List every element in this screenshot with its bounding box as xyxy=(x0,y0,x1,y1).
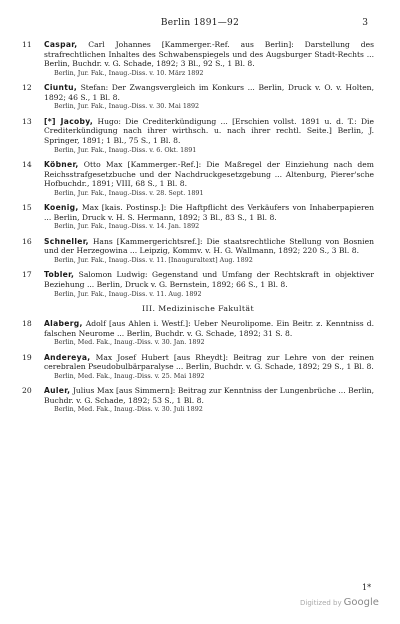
dissertation-note: Berlin, Med. Fak., Inaug.-Diss. v. 25. Mai 1892 xyxy=(54,371,205,380)
dissertation-note: Berlin, Jur. Fak., Inaug.-Diss. v. 11. Aug. 1892 xyxy=(54,289,202,298)
entry-number: 16 xyxy=(22,236,32,246)
entry-citation xyxy=(44,40,374,69)
page-number: 3 xyxy=(362,18,368,28)
entry-citation xyxy=(44,319,374,338)
bibliography-entry xyxy=(22,40,374,77)
dissertation-note: Berlin, Jur. Fak., Inaug.-Diss. v. 14. Jan. 1892 xyxy=(54,222,200,231)
bibliography-entry xyxy=(22,160,374,197)
author-name: Andereya, xyxy=(44,352,91,362)
citation-text: Salomon Ludwig: Gegenstand und Umfang der Rechtskraft in objektiver Beziehung ... Berlin, Druck v. G. Bernstein, 1892; 66 S., 1 Bl. 8. xyxy=(44,270,374,289)
dissertation-note: Berlin, Jur. Fak., Inaug.-Diss. v. 28. Sept. 1891 xyxy=(54,188,204,197)
entry-number: 17 xyxy=(22,270,32,280)
author-name: Alaberg, xyxy=(44,318,83,328)
dissertation-note: Berlin, Jur. Fak., Inaug.-Diss. v. 30. Mai 1892 xyxy=(54,102,200,111)
entry-citation xyxy=(44,203,374,222)
entry-number: 19 xyxy=(22,352,32,362)
entry-citation xyxy=(44,270,374,289)
entry-number: 14 xyxy=(22,159,32,169)
author-name: Schneller, xyxy=(44,236,89,246)
citation-text: Julius Max [aus Simmern]: Beitrag zur Kenntniss der Lungenbrüche ... Berlin, Buchdr. v. G. Schade, 1892; 53 S., 1 Bl. 8. xyxy=(44,386,374,405)
entry-citation xyxy=(44,386,374,405)
author-name: Caspar, xyxy=(44,40,78,49)
citation-text: Otto Max [Kammerger.-Ref.]: Die Maßregel der Einziehung nach dem Reichsstrafgesetzbuche und der Nachdruckgesetzgebung ... Altenburg, Pierer'sche Hofbuchdr., 1891; VIII, 68 S., 1 Bl. 8. xyxy=(44,159,374,189)
entry-citation xyxy=(44,160,374,189)
citation-text: Hugo: Die Crediterkündigung ... [Erschien vollst. 1891 u. d. T.: Die Crediterkündigung nach ihrer wirthsch. u. nach ihrer rechtl. Seite.] Berlin, J. Springer, 1891; 1 Bl., 75 S., 1 Bl. 8. xyxy=(44,116,374,145)
running-header: Berlin 1891—92 xyxy=(160,18,240,28)
section-title: III. Medizinische Fakultät xyxy=(142,303,254,313)
citation-text: Hans [Kammergerichtsref.]: Die staatsrechtliche Stellung von Bosnien und der Herzegowina ... Leipzig, Kommv. v. H. G. Wallmann, 1892; 220 S., 3 Bl. 8. xyxy=(44,236,374,256)
entry-citation xyxy=(44,237,374,256)
citation-text: Adolf [aus Ahlen i. Westf.]: Ueber Neurolipome. Ein Beitr. z. Kenntniss d. falschen Neurome ... Berlin, Buchdr. v. G. Schade, 1892; 31 S. 8. xyxy=(44,318,374,338)
bibliography-entry xyxy=(22,203,374,231)
entry-number: 12 xyxy=(22,83,32,93)
signature-mark: 1* xyxy=(362,583,372,592)
entry-number: 20 xyxy=(22,386,32,396)
citation-text: Carl Johannes [Kammerger.-Ref. aus Berlin]: Darstellung des strafrechtlichen Inhaltes des Schwabenspiegels und des Augsburger Stadt-Rechts ... Berlin, Buchdr. v. G. Schade, 1892; 3 Bl., 92 S., 1 Bl. 8. xyxy=(44,40,374,69)
citation-text: Stefan: Der Zwangsvergleich im Konkurs ... Berlin, Druck v. O. v. Holten, 1892; 46 S., 1 Bl. 8. xyxy=(44,83,374,102)
entry-citation xyxy=(44,83,374,102)
google-logo: Google xyxy=(343,597,379,608)
author-name: Koenig, xyxy=(44,203,79,213)
entries-medical-faculty xyxy=(22,319,374,414)
bibliography-entry xyxy=(22,386,374,414)
author-name: Tobler, xyxy=(44,270,75,280)
dissertation-note: Berlin, Med. Fak., Inaug.-Diss. v. 30. Jan. 1892 xyxy=(54,338,205,347)
author-name: [*] Jacoby, xyxy=(44,116,94,126)
entries-law-faculty xyxy=(22,40,374,298)
citation-text: Max [kais. Postinsp.]: Die Haftpflicht des Verkäufers von Inhaberpapieren ... Berlin, Druck v. H. S. Hermann, 1892; 3 Bl., 83 S., 1 Bl. 8. xyxy=(44,203,374,222)
entry-citation xyxy=(44,117,374,146)
author-name: Köbner, xyxy=(44,159,79,169)
dissertation-note: Berlin, Med. Fak., Inaug.-Diss. v. 30. Juli 1892 xyxy=(54,405,203,414)
dissertation-note: Berlin, Jur. Fak., Inaug.-Diss. v. 6. Okt. 1891 xyxy=(54,145,197,154)
author-name: Auler, xyxy=(44,386,71,396)
bibliography-entry xyxy=(22,117,374,154)
entry-number: 18 xyxy=(22,318,32,328)
author-name: Ciuntu, xyxy=(44,83,78,93)
entry-number: 15 xyxy=(22,203,32,213)
bibliography-entry xyxy=(22,83,374,111)
bibliography-entry xyxy=(22,237,374,265)
watermark-prefix: Digitized by xyxy=(300,599,342,607)
bibliography-entry xyxy=(22,353,374,381)
digitized-watermark xyxy=(300,597,379,608)
bibliography-list xyxy=(22,40,374,420)
entry-number: 11 xyxy=(22,40,32,49)
citation-text: Max Josef Hubert [aus Rheydt]: Beitrag zur Lehre von der reinen cerebralen Pseudobulbärparalyse ... Berlin, Buchdr. v. G. Schade, 1892; 29 S., 1 Bl. 8. xyxy=(44,352,374,372)
bibliography-entry xyxy=(22,319,374,347)
entry-citation xyxy=(44,353,374,372)
bibliography-entry xyxy=(22,270,374,298)
dissertation-note: Berlin, Jur. Fak., Inaug.-Diss. v. 10. März 1892 xyxy=(54,68,204,77)
dissertation-note: Berlin, Jur. Fak., Inaug.-Diss. v. 11. [Inauguraltext] Aug. 1892 xyxy=(54,255,253,264)
entry-number: 13 xyxy=(22,116,32,126)
